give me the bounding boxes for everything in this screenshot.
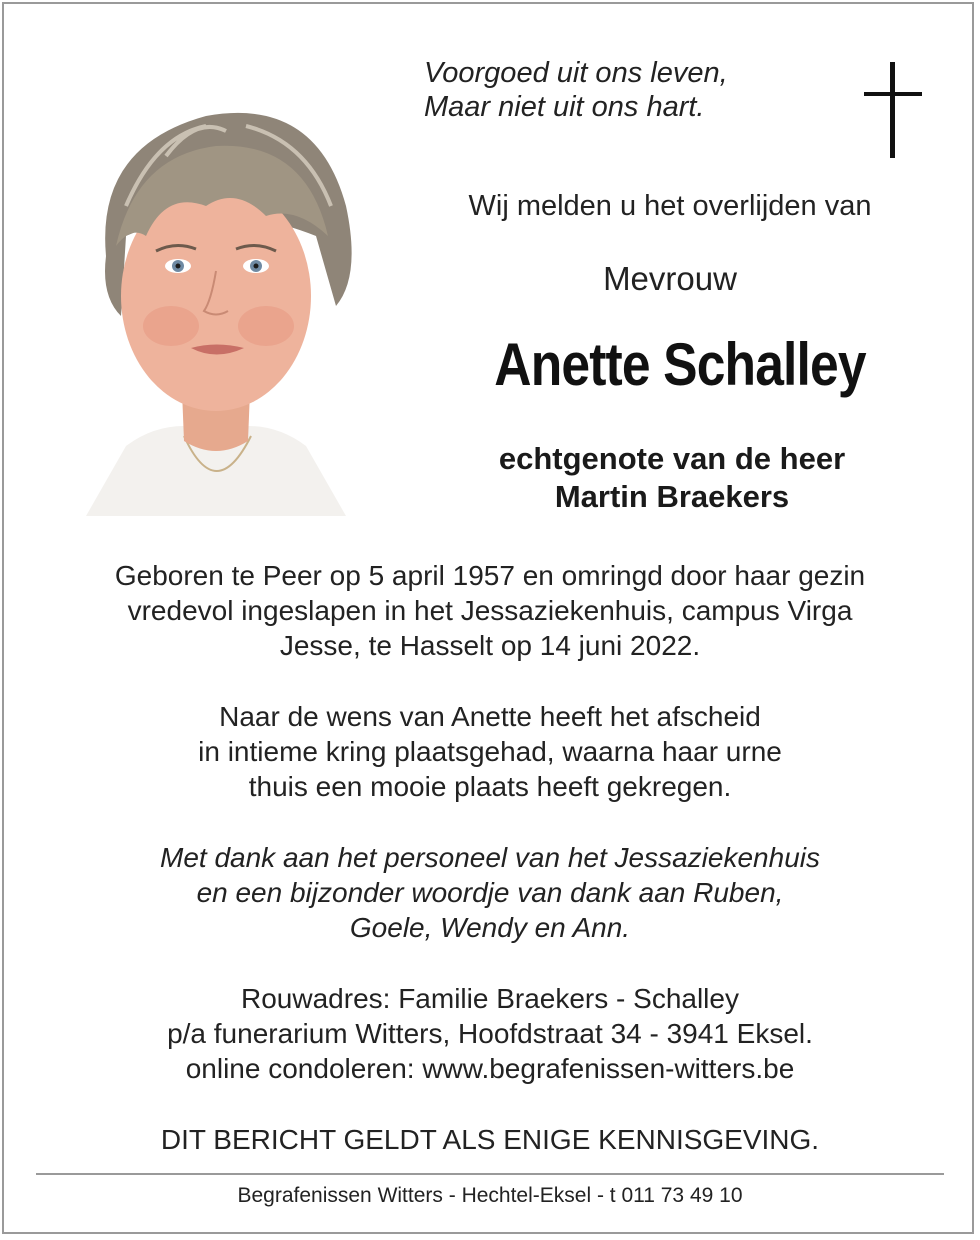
farewell-paragraph [40,699,940,804]
spouse-line-2: Martin Braekers [554,479,790,514]
thanks-line-2: en een bijzonder woordje van dank aan Ruben, [196,877,784,908]
portrait-photo [66,86,358,516]
honorific: Mevrouw [603,260,737,297]
footer-divider [36,1173,944,1175]
farewell-line-2: in intieme kring plaatsgehad, waarna haar urne [198,736,782,767]
motto [424,56,728,124]
address-paragraph [40,981,940,1086]
thanks-paragraph [40,840,940,945]
birth-death-line-1: Geboren te Peer op 5 april 1957 en omringd door haar gezin [114,560,866,591]
footer: Begrafenissen Witters - Hechtel-Eksel - t 011 73 49 10 [237,1184,743,1207]
thanks-line-1: Met dank aan het personeel van het Jessaziekenhuis [160,842,820,873]
deceased-name: Anette Schalley [494,331,866,398]
spouse-line-1: echtgenote van de heer [498,441,846,476]
motto-line-1: Voorgoed uit ons leven, [424,57,728,89]
thanks-line-3: Goele, Wendy en Ann. [349,912,631,943]
birth-death-paragraph [40,558,940,663]
farewell-line-3: thuis een mooie plaats heeft gekregen. [248,771,732,802]
address-line-1: Rouwadres: Familie Braekers - Schalley [241,983,739,1014]
cross-icon [864,62,922,158]
address-line-2: p/a funerarium Witters, Hoofdstraat 34 - 3941 Eksel. [167,1018,813,1049]
farewell-line-1: Naar de wens van Anette heeft het afscheid [219,701,761,732]
birth-death-line-3: Jesse, te Hasselt op 14 juni 2022. [279,630,701,661]
birth-death-line-2: vredevol ingeslapen in het Jessaziekenhuis, campus Virga [127,595,853,626]
announcement: Wij melden u het overlijden van [468,190,872,222]
notice: DIT BERICHT GELDT ALS ENIGE KENNISGEVING. [160,1124,820,1155]
address-line-3: online condoleren: www.begrafenissen-witters.be [185,1053,795,1084]
motto-line-2: Maar niet uit ons hart. [424,91,705,123]
spouse [430,440,914,516]
